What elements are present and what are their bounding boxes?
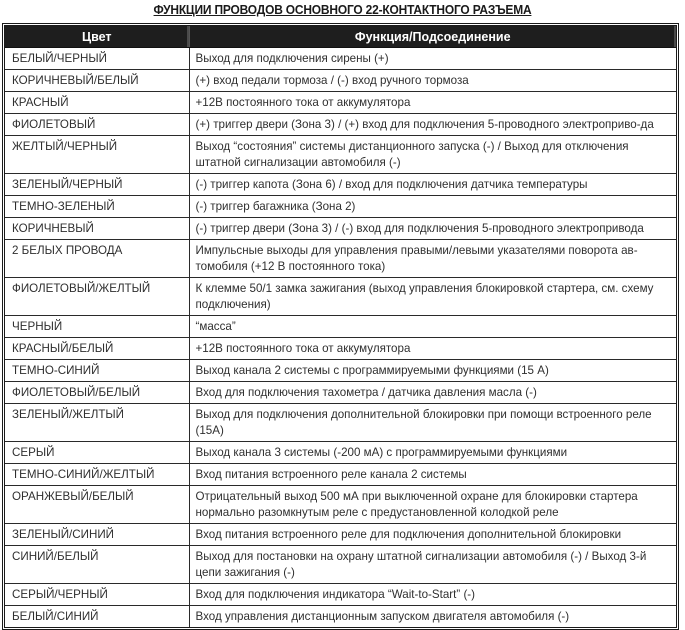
wire-function-cell: Выход канала 3 системы (-200 мА) с программируемыми функциями [189, 442, 676, 464]
table-row [5, 338, 676, 360]
wire-function-cell: Отрицательный выход 500 мА при выключенной охране для блокировки стартера нормально разомкнутым реле с предустановленной колодкой реле [189, 486, 676, 524]
wire-color-cell: ФИОЛЕТОВЫЙ/ЖЕЛТЫЙ [5, 278, 189, 316]
wire-color-cell: СЕРЫЙ/ЧЕРНЫЙ [5, 584, 189, 606]
wire-color-cell: ЧЕРНЫЙ [5, 316, 189, 338]
header-color: Цвет [5, 26, 189, 48]
wire-function-cell: (-) триггер капота (Зона 6) / вход для подключения датчика температуры [189, 174, 676, 196]
table-row [5, 524, 676, 546]
table-row [5, 404, 676, 442]
table-row [5, 174, 676, 196]
wire-function-cell: Вход питания встроенного реле для подключения дополнительной блокировки [189, 524, 676, 546]
table-row [5, 546, 676, 584]
wire-color-cell: ЗЕЛЕНЫЙ/ЖЕЛТЫЙ [5, 404, 189, 442]
wire-color-cell: ФИОЛЕТОВЫЙ/БЕЛЫЙ [5, 382, 189, 404]
wire-color-cell: ЗЕЛЕНЫЙ/ЧЕРНЫЙ [5, 174, 189, 196]
wire-color-cell: ФИОЛЕТОВЫЙ [5, 114, 189, 136]
wire-function-cell: Импульсные выходы для управления правыми/левыми указателями поворота ав-томобиля (+12 В постоянного тока) [189, 240, 676, 278]
wire-color-cell: ТЕМНО-ЗЕЛЕНЫЙ [5, 196, 189, 218]
wire-function-cell: К клемме 50/1 замка зажигания (выход управления блокировкой стартера, см. схему подключения) [189, 278, 676, 316]
header-function: Функция/Подсоединение [189, 26, 676, 48]
wire-color-cell: СИНИЙ/БЕЛЫЙ [5, 546, 189, 584]
wire-function-cell: Выход “состояния” системы дистанционного запуска (-) / Выход для отключения штатной сигнализации автомобиля (-) [189, 136, 676, 174]
wire-function-cell: “масса” [189, 316, 676, 338]
table-row [5, 92, 676, 114]
table-row [5, 218, 676, 240]
wire-function-cell: Выход для подключения сирены (+) [189, 48, 676, 70]
table-row [5, 136, 676, 174]
wire-color-cell: ЖЕЛТЫЙ/ЧЕРНЫЙ [5, 136, 189, 174]
table-header-row [5, 26, 676, 48]
table-row [5, 70, 676, 92]
wire-function-cell: +12В постоянного тока от аккумулятора [189, 338, 676, 360]
wire-function-cell: (-) триггер багажника (Зона 2) [189, 196, 676, 218]
table-row [5, 316, 676, 338]
wire-function-table [5, 26, 676, 627]
wire-function-cell: (+) триггер двери (Зона 3) / (+) вход для подключения 5-проводного электроприво-да [189, 114, 676, 136]
table-body [5, 48, 676, 628]
wire-color-cell: КРАСНЫЙ [5, 92, 189, 114]
wire-function-cell: Вход питания встроенного реле канала 2 системы [189, 464, 676, 486]
table-row [5, 278, 676, 316]
wire-color-cell: 2 БЕЛЫХ ПРОВОДА [5, 240, 189, 278]
wire-function-cell: (-) триггер двери (Зона 3) / (-) вход для подключения 5-проводного электропривода [189, 218, 676, 240]
wire-color-cell: КОРИЧНЕВЫЙ [5, 218, 189, 240]
table-row [5, 464, 676, 486]
wire-function-cell: Вход для подключения индикатора “Wait-to-Start” (-) [189, 584, 676, 606]
table-row [5, 360, 676, 382]
wire-function-cell: +12В постоянного тока от аккумулятора [189, 92, 676, 114]
wire-color-cell: ТЕМНО-СИНИЙ [5, 360, 189, 382]
wire-function-cell: Выход канала 2 системы с программируемыми функциями (15 А) [189, 360, 676, 382]
table-row [5, 240, 676, 278]
document-title: ФУНКЦИИ ПРОВОДОВ ОСНОВНОГО 22-КОНТАКТНОГО РАЗЪЕМА [153, 2, 532, 17]
table-row [5, 114, 676, 136]
table-row [5, 606, 676, 628]
table-row [5, 486, 676, 524]
wire-function-cell: (+) вход педали тормоза / (-) вход ручного тормоза [189, 70, 676, 92]
wire-color-cell: СЕРЫЙ [5, 442, 189, 464]
wire-function-table-frame [2, 23, 679, 630]
wire-color-cell: ОРАНЖЕВЫЙ/БЕЛЫЙ [5, 486, 189, 524]
wire-function-cell: Вход управления дистанционным запуском двигателя автомобиля (-) [195, 610, 570, 623]
table-row [5, 382, 676, 404]
table-row [5, 584, 676, 606]
wire-function-cell: Выход для постановки на охрану штатной сигнализации автомобиля (-) / Выход 3-й цепи зажигания (-) [189, 546, 676, 584]
wire-color-cell: БЕЛЫЙ/СИНИЙ [5, 606, 189, 628]
wire-color-cell: КОРИЧНЕВЫЙ/БЕЛЫЙ [5, 70, 189, 92]
wire-color-cell: ТЕМНО-СИНИЙ/ЖЕЛТЫЙ [5, 464, 189, 486]
table-row [5, 48, 676, 70]
wire-color-cell: ЗЕЛЕНЫЙ/СИНИЙ [5, 524, 189, 546]
wire-function-cell: Выход для подключения дополнительной блокировки при помощи встроенного реле (15А) [189, 404, 676, 442]
table-row [5, 442, 676, 464]
table-row [5, 196, 676, 218]
wire-color-cell: БЕЛЫЙ/ЧЕРНЫЙ [5, 48, 189, 70]
wire-function-cell: Вход для подключения тахометра / датчика давления масла (-) [189, 382, 676, 404]
wire-color-cell: КРАСНЫЙ/БЕЛЫЙ [5, 338, 189, 360]
